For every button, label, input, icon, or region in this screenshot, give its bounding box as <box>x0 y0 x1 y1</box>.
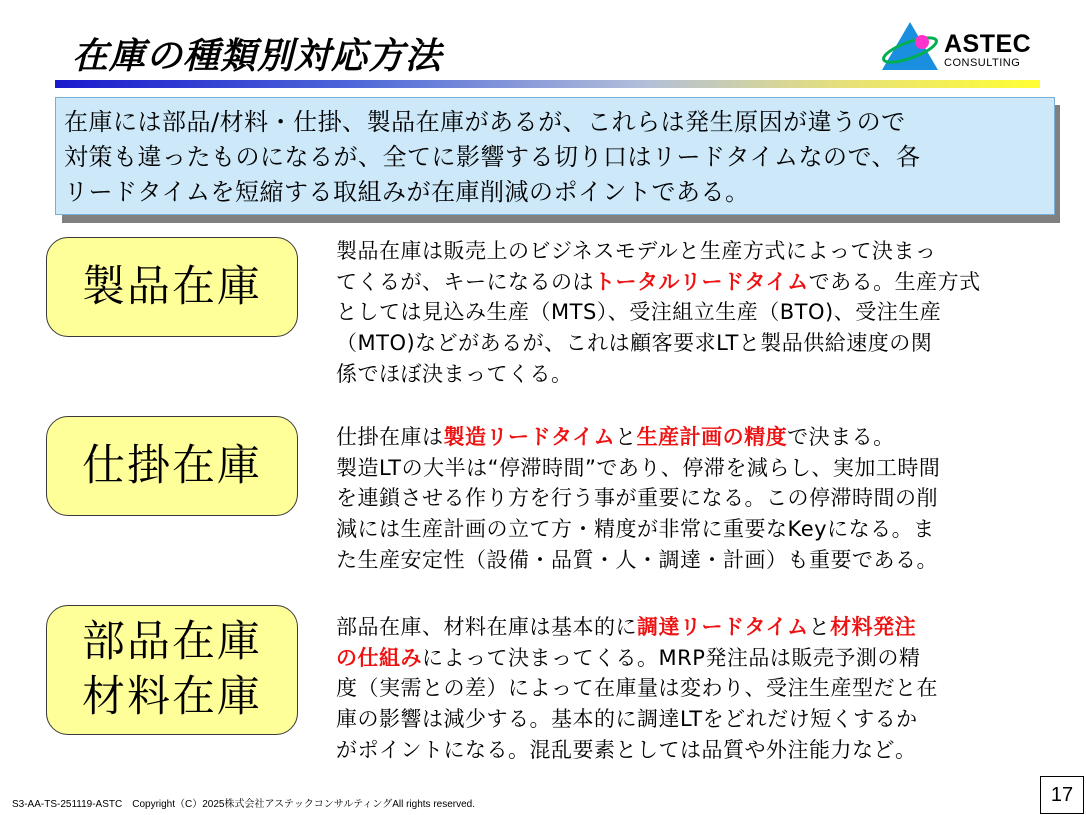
description-line <box>336 422 1056 453</box>
title-gradient-bar <box>55 80 1040 88</box>
description-line <box>336 359 1056 390</box>
description-finished-goods <box>336 236 1056 390</box>
summary-line: リードタイムを短縮する取組みが在庫削減のポイントである。 <box>64 178 750 206</box>
summary-line: 対策も違ったものになるが、全てに影響する切り口はリードタイムなので、各 <box>64 143 921 171</box>
description-line <box>336 236 1056 267</box>
highlight-term: 材料発注 <box>830 615 917 639</box>
logo-name: ASTEC <box>944 30 1032 58</box>
description-line <box>336 483 1056 514</box>
description-line <box>336 704 1056 735</box>
description-line <box>336 545 1056 576</box>
summary-line: 在庫には部品/材料・仕掛、製品在庫があるが、これらは発生原因が違うので <box>64 108 906 136</box>
label-text: 部品在庫 <box>82 617 262 667</box>
text-segment: がポイントになる。混乱要素としては品質や外注能力など。 <box>336 737 917 762</box>
company-logo <box>880 20 1050 75</box>
description-parts-materials <box>336 612 1056 766</box>
highlight-term: 調達リードタイム <box>637 615 809 639</box>
description-line <box>336 643 1056 674</box>
text-segment: 減には生産計画の立て方・精度が非常に重要なKeyになる。ま <box>336 517 935 542</box>
text-segment: た生産安定性（設備・品質・人・調達・計画）も重要である。 <box>336 547 938 572</box>
label-text: 材料在庫 <box>82 672 262 722</box>
logo-subtitle: CONSULTING <box>944 57 1021 69</box>
footer-copyright: S3-AA-TS-251119-ASTC Copyright（C）2025株式会社アステックコンサルティングAll rights reserved. <box>12 799 475 810</box>
text-segment: 製造LTの大半は“停滞時間”であり、停滞を減らし、実加工時間 <box>336 455 941 480</box>
description-line <box>336 673 1056 704</box>
description-line <box>336 612 1056 643</box>
summary-box <box>55 97 1055 215</box>
text-segment: を連鎖させる作り方を行う事が重要になる。この停滞時間の削 <box>336 486 938 511</box>
text-segment: と <box>615 425 637 449</box>
inventory-label-wip <box>46 416 298 516</box>
label-text: 仕掛在庫 <box>82 440 262 491</box>
text-segment: で決まる。 <box>787 425 895 449</box>
text-segment: てくるが、キーになるのは <box>336 269 594 294</box>
text-segment: である。生産方式 <box>808 269 981 294</box>
page-number: 17 <box>1040 776 1084 814</box>
text-segment: 製品在庫は販売上のビジネスモデルと生産方式によって決まっ <box>336 239 937 263</box>
inventory-label-finished-goods <box>46 237 298 337</box>
description-line <box>336 297 1056 328</box>
astec-logo-icon <box>880 20 944 75</box>
text-segment: としては見込み生産（MTS）、受注組立生産（BTO)、受注生産 <box>336 300 942 325</box>
text-segment: 係でほぼ決まってくる。 <box>336 361 573 386</box>
page-title: 在庫の種類別対応方法 <box>72 36 443 77</box>
description-line <box>336 735 1056 766</box>
text-segment: 度（実需との差）によって在庫量は変わり、受注生産型だと在 <box>336 676 938 701</box>
label-text: 製品在庫 <box>82 261 262 312</box>
highlight-term: 製造リードタイム <box>443 425 616 449</box>
text-segment: 部品在庫、材料在庫は基本的に <box>336 615 637 639</box>
description-line <box>336 514 1056 545</box>
description-line <box>336 267 1056 298</box>
description-wip <box>336 422 1056 576</box>
highlight-term: の仕組み <box>336 645 422 670</box>
text-segment: 庫の影響は減少する。基本的に調達LTをどれだけ短くするか <box>336 707 918 732</box>
description-line <box>336 453 1056 484</box>
text-segment: （MTO)などがあるが、これは顧客要求LTと製品供給速度の関 <box>336 331 933 356</box>
highlight-term: 生産計画の精度 <box>636 425 788 449</box>
description-line <box>336 328 1056 359</box>
text-segment: によって決まってくる。MRP発注品は販売予測の精 <box>422 645 921 670</box>
inventory-label-parts-materials <box>46 605 298 735</box>
highlight-term: トータルリードタイム <box>594 269 809 294</box>
text-segment: 仕掛在庫は <box>336 425 444 449</box>
text-segment: と <box>808 615 831 639</box>
